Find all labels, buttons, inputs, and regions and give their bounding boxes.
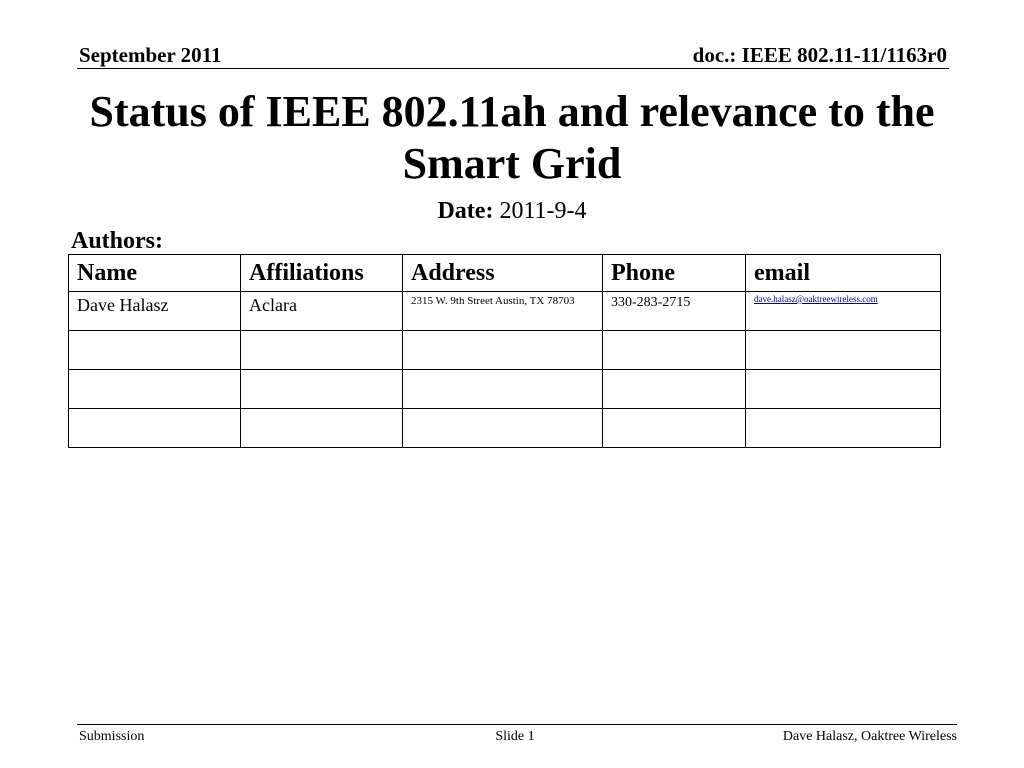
table-cell [746,331,941,370]
table-cell [603,331,746,370]
header-date: September 2011 [79,43,222,67]
column-header-address: Address [403,255,603,292]
column-header-phone: Phone [603,255,746,292]
table-row [69,370,941,409]
date-label: Date: [437,198,494,224]
footer-author: Dave Halasz, Oaktree Wireless [782,729,957,744]
table-cell [403,370,603,409]
column-header-affiliations: Affiliations [241,255,403,292]
table-cell [746,409,941,448]
table-cell [241,331,403,370]
header-doc-id: doc.: IEEE 802.11-11/1163r0 [692,43,947,67]
slide-title: Status of IEEE 802.11ah and relevance to the Smart Grid [89,87,935,188]
author-name: Dave Halasz [69,292,241,331]
column-header-name: Name [69,255,241,292]
author-address: 2315 W. 9th Street Austin, TX 78703 [403,292,603,331]
table-header-row [69,255,941,292]
table-cell [69,331,241,370]
table-cell [603,370,746,409]
table-cell [241,409,403,448]
table-cell [746,370,941,409]
author-affiliation: Aclara [241,292,403,331]
author-phone: 330-283-2715 [603,292,746,331]
footer-divider [77,724,957,725]
table-cell [403,409,603,448]
footer-slide-number: Slide 1 [495,729,535,744]
table-row [69,331,941,370]
table-row [69,292,941,331]
header-divider [77,68,949,69]
column-header-email: email [746,255,941,292]
author-email-link[interactable]: dave.halasz@oaktreewireless.com [754,294,878,304]
date-line [0,196,1024,226]
author-email-cell [746,292,941,331]
date-value: 2011-9-4 [499,198,587,224]
table-row [69,409,941,448]
table-cell [69,409,241,448]
table-cell [241,370,403,409]
table-cell [603,409,746,448]
table-cell [69,370,241,409]
table-cell [403,331,603,370]
authors-label: Authors: [71,228,164,254]
footer-submission: Submission [79,729,145,744]
authors-table [68,254,941,448]
